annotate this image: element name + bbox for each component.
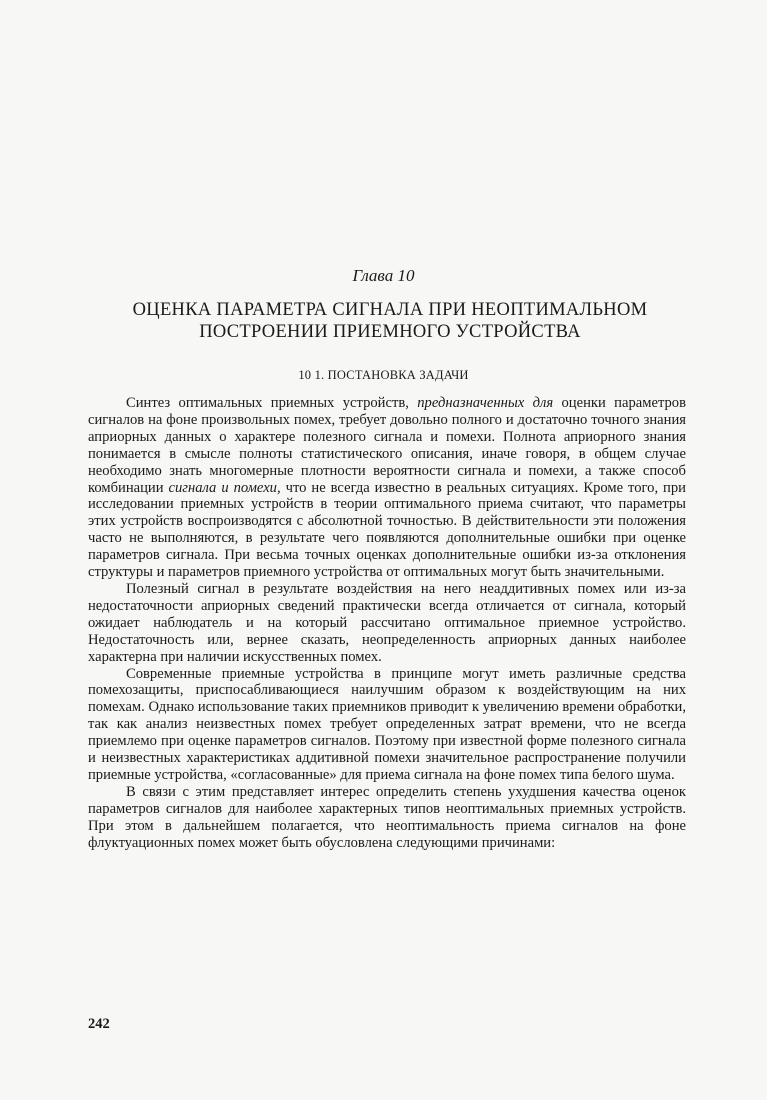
paragraph-2: Полезный сигнал в результате воздействия на него неаддитивных помех или из-за недостаточности априорных сведений практически всегда отличается от сигнала, который ожидает наблюдатель и на который рассчитано оптимальное приемное устройство. Недостаточность или, вернее сказать, неопределенность априорных данных наиболее характерна при наличии искусственных помех. <box>88 580 686 665</box>
body-text <box>88 395 686 851</box>
chapter-title: ОЦЕНКА ПАРАМЕТРА СИГНАЛА ПРИ НЕОПТИМАЛЬНОМ ПОСТРОЕНИИ ПРИЕМНОГО УСТРОЙСТВА <box>132 300 648 342</box>
page-number: 242 <box>88 1016 110 1032</box>
paragraph-3: Современные приемные устройства в принципе могут иметь различные средства помехозащиты, приспосабливающиеся наилучшим образом к воздействующим на них помехам. Однако использование таких приемников приводит к увеличению времени обработки, так как анализ неизвестных помех требует определенных затрат времени, что не всегда приемлемо при оценке параметров сигналов. Поэтому при известной форме полезного сигнала и неизвестных характеристиках аддитивной помехи значительное распространение получили приемные устройства, «согласованные» для приема сигнала на фоне помех типа белого шума. <box>88 665 687 783</box>
p1-text-c: оценки параметров сигналов на фоне произвольных помех, требует довольно полного и достаточно точного знания априорных данных о характере полезного сигнала и помехи. Полнота априорного знания понимается в смысле полноты статистического описания, иначе говоря, в общем случае необходимо знать многомерные плотности вероятности сигнала и помехи, а также способ комбинации <box>88 395 686 496</box>
p1-italic-b: предназначенных для <box>417 395 554 411</box>
p1-italic-d: сигнала и помехи, <box>168 479 281 496</box>
section-heading: 10 1. ПОСТАНОВКА ЗАДАЧИ <box>298 368 469 382</box>
paragraph-4: В связи с этим представляет интерес определить степень ухудшения качества оценок параметров сигналов для наиболее характерных типов неоптимальных приемных устройств. При этом в дальнейшем полагается, что неоптимальность приема сигналов на фоне флуктуационных помех может быть обусловлена следующими причинами: <box>88 783 686 851</box>
paragraph-1 <box>88 395 686 581</box>
p1-text-e: что не всегда известно в реальных ситуациях. Кроме того, при исследовании приемных устройств в теории оптимального приема считают, что параметры этих устройств воспроизводятся с абсолютной точностью. В действительности эти положения часто не выполняются, в результате чего появляются дополнительные ошибки при оценке параметров сигнала. При весьма точных оценках дополнительные ошибки из-за отклонения структуры и параметров приемного устройства от оптимальных могут быть значительными. <box>88 479 686 581</box>
p1-text-a: Синтез оптимальных приемных устройств, <box>126 395 418 411</box>
chapter-heading: Глава 10 <box>352 266 415 285</box>
